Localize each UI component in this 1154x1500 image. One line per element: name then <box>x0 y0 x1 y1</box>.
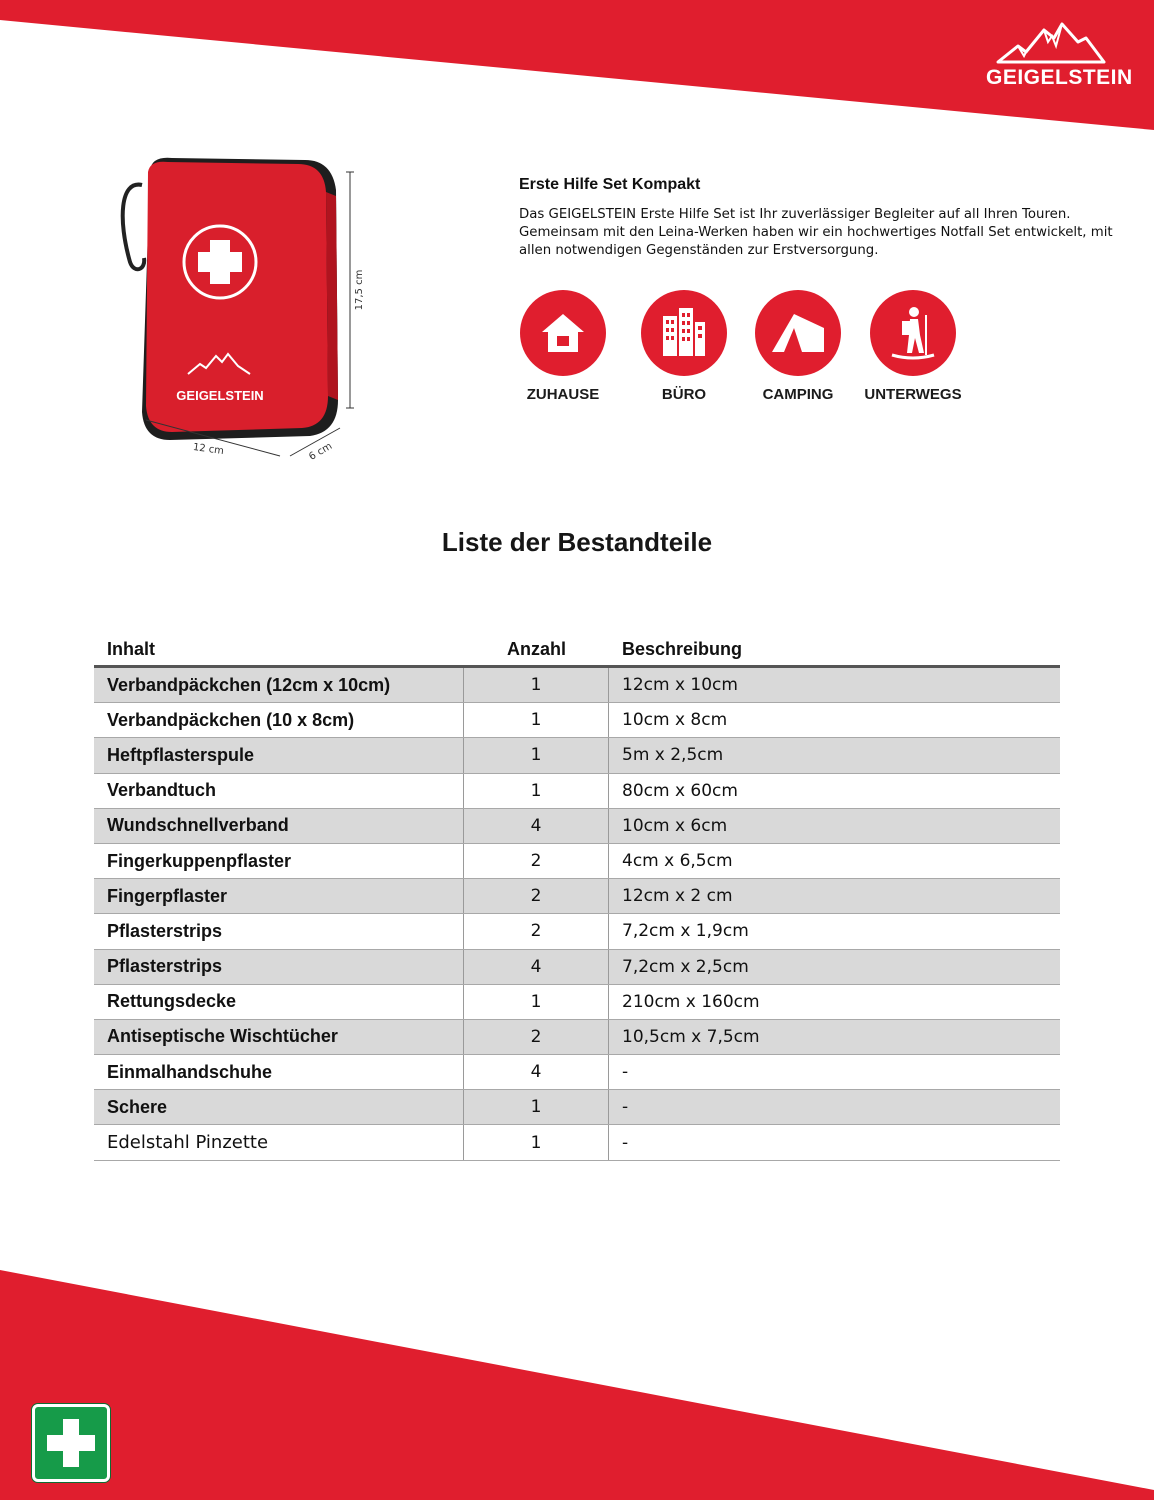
cell-content: Fingerpflaster <box>94 879 464 913</box>
use-label: ZUHAUSE <box>526 386 600 403</box>
cell-description: 80cm x 60cm <box>622 780 738 801</box>
cell-description: - <box>622 1132 629 1153</box>
dimension-width: 12 cm <box>192 441 225 458</box>
cell-count: 4 <box>464 1055 609 1089</box>
cell-content: Verbandtuch <box>94 774 464 808</box>
cell-content: Heftpflasterspule <box>94 738 464 772</box>
cell-count: 1 <box>464 985 609 1019</box>
use-label: CAMPING <box>762 386 834 403</box>
use-buero <box>624 290 744 403</box>
cell-description: - <box>622 1097 629 1118</box>
cell-count: 1 <box>464 774 609 808</box>
list-title: Liste der Bestandteile <box>441 527 713 557</box>
cell-count: 2 <box>464 1020 609 1054</box>
cell-content: Pflasterstrips <box>94 950 464 984</box>
table-header <box>94 634 1060 668</box>
hiker-icon <box>888 305 938 361</box>
table-row <box>94 950 1060 985</box>
cell-count: 1 <box>464 668 609 702</box>
use-cases <box>520 290 980 405</box>
cell-count: 2 <box>464 879 609 913</box>
cell-description: 12cm x 2 cm <box>622 886 733 907</box>
use-unterwegs <box>853 290 973 403</box>
table-row <box>94 703 1060 738</box>
use-camping <box>738 290 858 403</box>
table-row <box>94 738 1060 773</box>
cell-content: Pflasterstrips <box>94 914 464 948</box>
mountain-logo-icon <box>996 20 1106 66</box>
dimension-height: 17,5 cm <box>354 269 365 311</box>
header-count: Anzahl <box>506 639 566 659</box>
use-label: UNTERWEGS <box>864 386 962 403</box>
product-image <box>100 150 390 470</box>
table-row <box>94 879 1060 914</box>
cell-content: Antiseptische Wischtücher <box>94 1020 464 1054</box>
cell-count: 2 <box>464 914 609 948</box>
table-row <box>94 985 1060 1020</box>
intro-title: Erste Hilfe Set Kompakt <box>519 176 701 193</box>
cell-content: Verbandpäckchen (12cm x 10cm) <box>94 668 464 702</box>
cell-content: Rettungsdecke <box>94 985 464 1019</box>
table-row <box>94 668 1060 703</box>
house-icon <box>538 308 588 358</box>
cell-count: 1 <box>464 1090 609 1124</box>
table-row <box>94 1090 1060 1125</box>
cell-description: 10cm x 8cm <box>622 710 728 731</box>
cell-description: 10,5cm x 7,5cm <box>622 1026 760 1047</box>
cell-description: 12cm x 10cm <box>622 675 738 696</box>
table-row <box>94 1055 1060 1090</box>
contents-table <box>94 634 1060 1161</box>
header-content: Inhalt <box>107 639 155 659</box>
office-building-icon <box>659 306 709 360</box>
cell-description: 210cm x 160cm <box>622 991 760 1012</box>
dimension-depth: 6 cm <box>307 440 335 463</box>
cell-description: 10cm x 6cm <box>622 815 728 836</box>
cell-count: 2 <box>464 844 609 878</box>
cell-content: Wundschnellverband <box>94 809 464 843</box>
cell-count: 4 <box>464 950 609 984</box>
table-row <box>94 1125 1060 1160</box>
bottom-red-band <box>0 1270 1154 1500</box>
first-aid-sign <box>32 1404 110 1482</box>
table-row <box>94 1020 1060 1055</box>
cell-description: 4cm x 6,5cm <box>622 851 733 872</box>
table-row <box>94 809 1060 844</box>
intro-text: Das GEIGELSTEIN Erste Hilfe Set ist Ihr zuverlässiger Begleiter auf all Ihren Touren. Gemeinsam mit den Leina-Werken haben wir ein hochwertiges Notfall Set entwickelt, mit allen notwendigen Gegenständen zur Erstversorgung. <box>519 207 1113 258</box>
first-aid-cross-icon <box>35 1407 107 1479</box>
case-brand-text: GEIGELSTEIN <box>176 388 264 403</box>
use-label: BÜRO <box>661 386 707 403</box>
cell-count: 1 <box>464 1125 609 1159</box>
cell-description: 5m x 2,5cm <box>622 745 724 766</box>
cell-count: 4 <box>464 809 609 843</box>
cell-content: Einmalhandschuhe <box>94 1055 464 1089</box>
cell-content: Schere <box>94 1090 464 1124</box>
table-row <box>94 914 1060 949</box>
brand-logo <box>986 20 1133 90</box>
cell-content: Verbandpäckchen (10 x 8cm) <box>94 703 464 737</box>
top-red-band <box>0 0 1154 130</box>
cell-count: 1 <box>464 738 609 772</box>
use-zuhause <box>503 290 623 403</box>
tent-icon <box>770 308 826 358</box>
table-row <box>94 774 1060 809</box>
cell-description: 7,2cm x 2,5cm <box>622 956 749 977</box>
cell-description: - <box>622 1062 629 1083</box>
table-row <box>94 844 1060 879</box>
cell-count: 1 <box>464 703 609 737</box>
cell-description: 7,2cm x 1,9cm <box>622 921 749 942</box>
intro-section <box>519 176 1119 260</box>
cell-content: Edelstahl Pinzette <box>94 1125 464 1159</box>
header-description: Beschreibung <box>622 639 743 659</box>
cell-content: Fingerkuppenpflaster <box>94 844 464 878</box>
brand-name: GEIGELSTEIN <box>986 66 1133 89</box>
